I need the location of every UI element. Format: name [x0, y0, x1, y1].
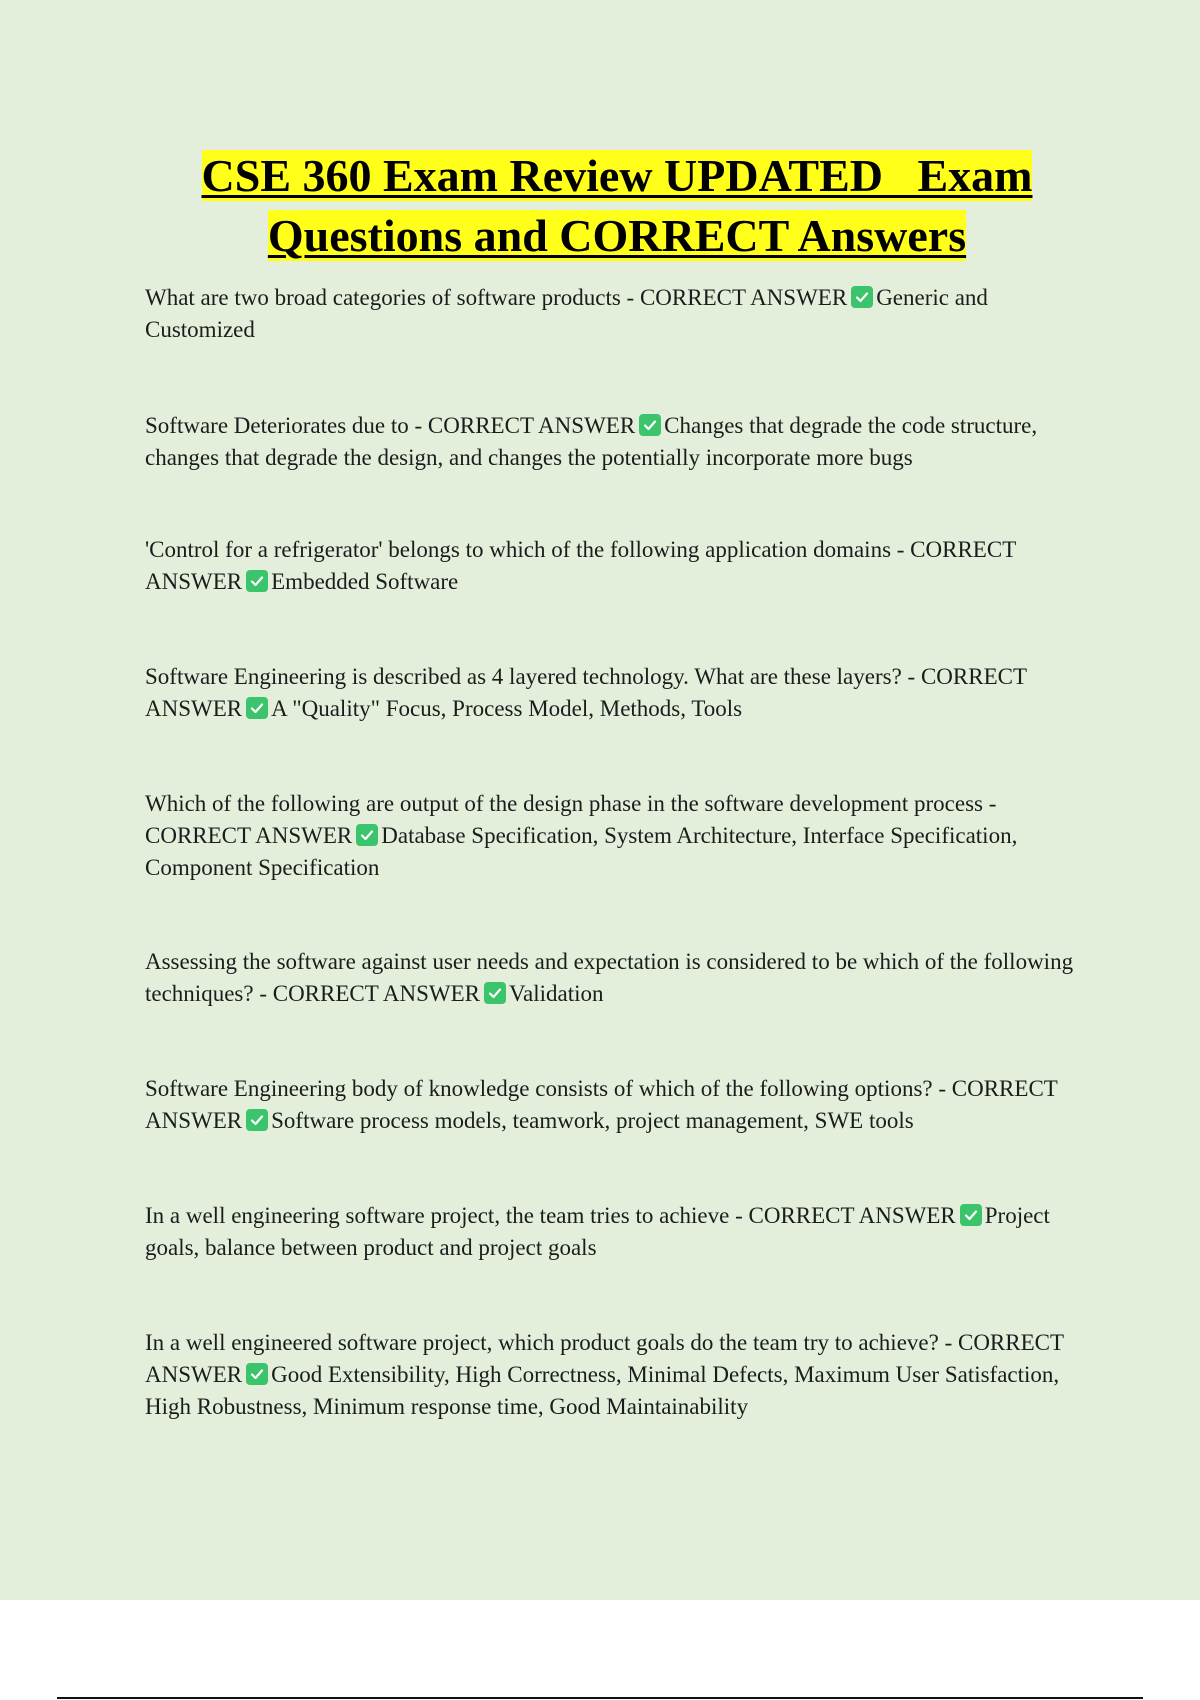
answer-text: A "Quality" Focus, Process Model, Methods, Tools — [271, 696, 743, 721]
check-icon — [356, 824, 378, 846]
answer-text: Database Specification, System Architecture, Interface Specification, Component Specification — [145, 823, 1018, 880]
qa-item — [145, 1327, 1095, 1423]
qa-item — [145, 282, 1095, 346]
qa-item — [145, 661, 1095, 725]
check-icon — [639, 414, 661, 436]
question-text: In a well engineered software project, which product goals do the team try to achieve? - CORRECT ANSWER — [145, 1330, 1064, 1387]
answer-text: Project goals, balance between product and project goals — [145, 1203, 1050, 1260]
question-text: In a well engineering software project, the team tries to achieve - CORRECT ANSWER — [145, 1203, 956, 1228]
qa-item — [145, 1200, 1095, 1264]
question-text: Assessing the software against user needs and expectation is considered to be which of the following techniques? - CORRECT ANSWER — [145, 949, 1074, 1006]
qa-item — [145, 1073, 1095, 1137]
answer-text: Changes that degrade the code structure, changes that degrade the design, and changes the potentially incorporate more bugs — [145, 413, 1038, 470]
check-icon — [960, 1204, 982, 1226]
answer-text: Software process models, teamwork, project management, SWE tools — [271, 1108, 914, 1133]
answer-text: Embedded Software — [271, 569, 459, 594]
title-line-2: Questions and CORRECT Answers — [267, 210, 967, 261]
answer-text: Validation — [508, 981, 604, 1006]
qa-item — [145, 534, 1095, 598]
document-title — [120, 146, 1114, 266]
check-icon — [484, 982, 506, 1004]
check-icon — [246, 570, 268, 592]
check-icon — [246, 1363, 268, 1385]
footer-divider — [57, 1697, 1143, 1699]
check-icon — [246, 697, 268, 719]
qa-item — [145, 946, 1095, 1010]
question-text: 'Control for a refrigerator' belongs to which of the following application domains - CORRECT ANSWER — [145, 537, 1016, 594]
question-text: Software Engineering is described as 4 layered technology. What are these layers? - CORRECT ANSWER — [145, 664, 1027, 721]
qa-item — [145, 410, 1095, 474]
question-text: Software Deteriorates due to - CORRECT ANSWER — [145, 413, 636, 438]
question-text: What are two broad categories of software products - CORRECT ANSWER — [145, 285, 848, 310]
check-icon — [246, 1109, 268, 1131]
question-text: Software Engineering body of knowledge consists of which of the following options? - CORRECT ANSWER — [145, 1076, 1058, 1133]
qa-item — [145, 788, 1095, 884]
answer-text: Generic and Customized — [145, 285, 988, 342]
answer-text: Good Extensibility, High Correctness, Minimal Defects, Maximum User Satisfaction, High Robustness, Minimum response time, Good Maintainability — [145, 1362, 1060, 1419]
check-icon — [851, 286, 873, 308]
question-text: Which of the following are output of the design phase in the software development process - CORRECT ANSWER — [145, 791, 997, 848]
title-line-1: CSE 360 Exam Review UPDATED Exam — [201, 150, 1033, 201]
